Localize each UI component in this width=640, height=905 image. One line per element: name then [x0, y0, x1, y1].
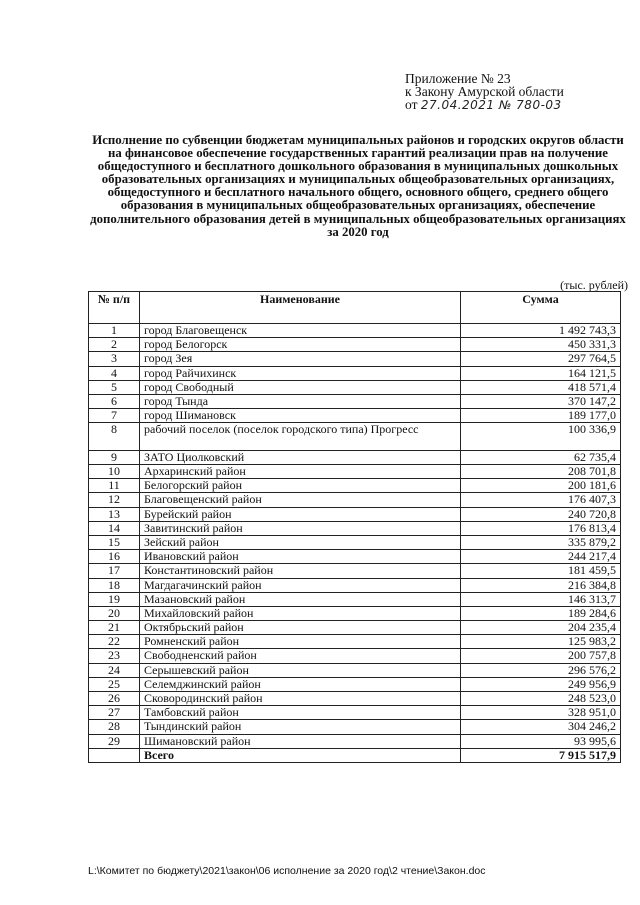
row-sum: 297 764,5: [461, 352, 621, 366]
table-row: [89, 352, 621, 366]
table-row: [89, 507, 621, 521]
table-row: [89, 621, 621, 635]
row-name: Константиновский район: [140, 564, 461, 578]
row-sum: 189 177,0: [461, 409, 621, 423]
row-sum: 204 235,4: [461, 621, 621, 635]
row-sum: 248 523,0: [461, 692, 621, 706]
row-number: 24: [89, 663, 140, 677]
table-row: [89, 734, 621, 748]
row-number: 19: [89, 592, 140, 606]
table-body: [89, 324, 621, 763]
row-number: 12: [89, 493, 140, 507]
data-table: [88, 291, 621, 763]
table-row: [89, 465, 621, 479]
table-row: [89, 380, 621, 394]
row-number: 29: [89, 734, 140, 748]
table-row: [89, 535, 621, 549]
row-sum: 189 284,6: [461, 606, 621, 620]
row-name: Свободненский район: [140, 649, 461, 663]
row-number: 7: [89, 409, 140, 423]
total-sum: 7 915 517,9: [461, 748, 621, 762]
row-number: 21: [89, 621, 140, 635]
table-row: [89, 338, 621, 352]
row-sum: 304 246,2: [461, 720, 621, 734]
table-row: [89, 423, 621, 451]
row-name: Шимановский район: [140, 734, 461, 748]
file-path-footer: L:\Комитет по бюджету\2021\закон\06 исполнение за 2020 год\2 чтение\Закон.doc: [88, 865, 486, 877]
row-name: Ивановский район: [140, 550, 461, 564]
unit-label: (тыс. рублей): [560, 278, 628, 292]
table-row: [89, 706, 621, 720]
row-number: 8: [89, 423, 140, 451]
table-total-row: [89, 748, 621, 762]
row-number: 16: [89, 550, 140, 564]
table-row: [89, 564, 621, 578]
row-sum: 125 983,2: [461, 635, 621, 649]
row-name: Зейский район: [140, 535, 461, 549]
row-name: город Белогорск: [140, 338, 461, 352]
table-row: [89, 578, 621, 592]
total-label: Всего: [140, 748, 461, 762]
row-number: 18: [89, 578, 140, 592]
table-row: [89, 692, 621, 706]
row-number: 28: [89, 720, 140, 734]
row-sum: 146 313,7: [461, 592, 621, 606]
row-number: 1: [89, 324, 140, 338]
row-name: Белогорский район: [140, 479, 461, 493]
row-number: 9: [89, 450, 140, 464]
row-name: Завитинский район: [140, 521, 461, 535]
row-name: город Шимановск: [140, 409, 461, 423]
appendix-law-reference: к Закону Амурской области: [405, 84, 564, 99]
table-row: [89, 649, 621, 663]
row-name: город Благовещенск: [140, 324, 461, 338]
row-name: Благовещенский район: [140, 493, 461, 507]
row-number: 25: [89, 677, 140, 691]
row-sum: 181 459,5: [461, 564, 621, 578]
row-name: рабочий поселок (поселок городского типа) Прогресс: [140, 423, 461, 451]
row-sum: 335 879,2: [461, 535, 621, 549]
table-row: [89, 635, 621, 649]
table-row: [89, 324, 621, 338]
row-number: 6: [89, 394, 140, 408]
row-sum: 418 571,4: [461, 380, 621, 394]
table-row: [89, 720, 621, 734]
table-row: [89, 493, 621, 507]
row-sum: 200 181,6: [461, 479, 621, 493]
row-number: 2: [89, 338, 140, 352]
row-number: 14: [89, 521, 140, 535]
row-name: Сковородинский район: [140, 692, 461, 706]
row-name: Михайловский район: [140, 606, 461, 620]
row-name: Архаринский район: [140, 465, 461, 479]
row-name: Селемджинский район: [140, 677, 461, 691]
row-name: Мазановский район: [140, 592, 461, 606]
table-row: [89, 677, 621, 691]
row-number: 26: [89, 692, 140, 706]
row-number: 5: [89, 380, 140, 394]
row-name: Бурейский район: [140, 507, 461, 521]
row-number: 23: [89, 649, 140, 663]
row-sum: 328 951,0: [461, 706, 621, 720]
row-name: Тамбовский район: [140, 706, 461, 720]
header-name: Наименование: [140, 292, 461, 324]
row-sum: 244 217,4: [461, 550, 621, 564]
table-row: [89, 450, 621, 464]
row-name: Тындинский район: [140, 720, 461, 734]
row-name: город Свободный: [140, 380, 461, 394]
row-name: Магдагачинский район: [140, 578, 461, 592]
row-sum: 216 384,8: [461, 578, 621, 592]
table-row: [89, 521, 621, 535]
row-sum: 208 701,8: [461, 465, 621, 479]
row-number: 11: [89, 479, 140, 493]
total-num: [89, 748, 140, 762]
row-sum: 100 336,9: [461, 423, 621, 451]
table-row: [89, 409, 621, 423]
row-sum: 176 813,4: [461, 521, 621, 535]
table-row: [89, 394, 621, 408]
table-row: [89, 592, 621, 606]
row-sum: 249 956,9: [461, 677, 621, 691]
table-header-row: [89, 292, 621, 324]
document-title: Исполнение по субвенции бюджетам муниципальных районов и городских округов области на финансовое обеспечение государственных гарантий реализации прав на получение общедоступного и бесплатного дошкольного образования в муниципальных дошкольных образовательных организациях и муниципальных общеобразовательных организациях, общедоступного и бесплатного начального общего, основного общего, среднего общего образования в муниципальных общеобразовательных организациях, обеспечение дополнительного образования детей в муниципальных общеобразовательных организациях за 2020 год: [90, 133, 626, 239]
row-name: ЗАТО Циолковский: [140, 450, 461, 464]
row-sum: 240 720,8: [461, 507, 621, 521]
table-row: [89, 479, 621, 493]
appendix-date-prefix: от: [405, 97, 418, 112]
table-row: [89, 550, 621, 564]
row-name: Ромненский район: [140, 635, 461, 649]
row-sum: 1 492 743,3: [461, 324, 621, 338]
table-row: [89, 606, 621, 620]
row-number: 17: [89, 564, 140, 578]
row-sum: 296 576,2: [461, 663, 621, 677]
row-name: город Зея: [140, 352, 461, 366]
table-row: [89, 663, 621, 677]
row-number: 13: [89, 507, 140, 521]
table-row: [89, 366, 621, 380]
header-num: № п/п: [89, 292, 140, 324]
row-number: 15: [89, 535, 140, 549]
row-name: Октябрьский район: [140, 621, 461, 635]
row-number: 27: [89, 706, 140, 720]
handwritten-date-number: 27.04.2021 № 780-03: [420, 98, 562, 112]
row-sum: 370 147,2: [461, 394, 621, 408]
row-sum: 164 121,5: [461, 366, 621, 380]
row-number: 20: [89, 606, 140, 620]
row-number: 22: [89, 635, 140, 649]
row-sum: 200 757,8: [461, 649, 621, 663]
appendix-number: Приложение № 23: [405, 71, 511, 86]
row-name: город Райчихинск: [140, 366, 461, 380]
row-name: Серышевский район: [140, 663, 461, 677]
appendix-date-line: [405, 98, 564, 112]
row-sum: 176 407,3: [461, 493, 621, 507]
row-number: 3: [89, 352, 140, 366]
row-number: 10: [89, 465, 140, 479]
row-name: город Тында: [140, 394, 461, 408]
row-sum: 450 331,3: [461, 338, 621, 352]
row-sum: 93 995,6: [461, 734, 621, 748]
row-sum: 62 735,4: [461, 450, 621, 464]
header-sum: Сумма: [461, 292, 621, 324]
appendix-block: [405, 72, 564, 112]
row-number: 4: [89, 366, 140, 380]
